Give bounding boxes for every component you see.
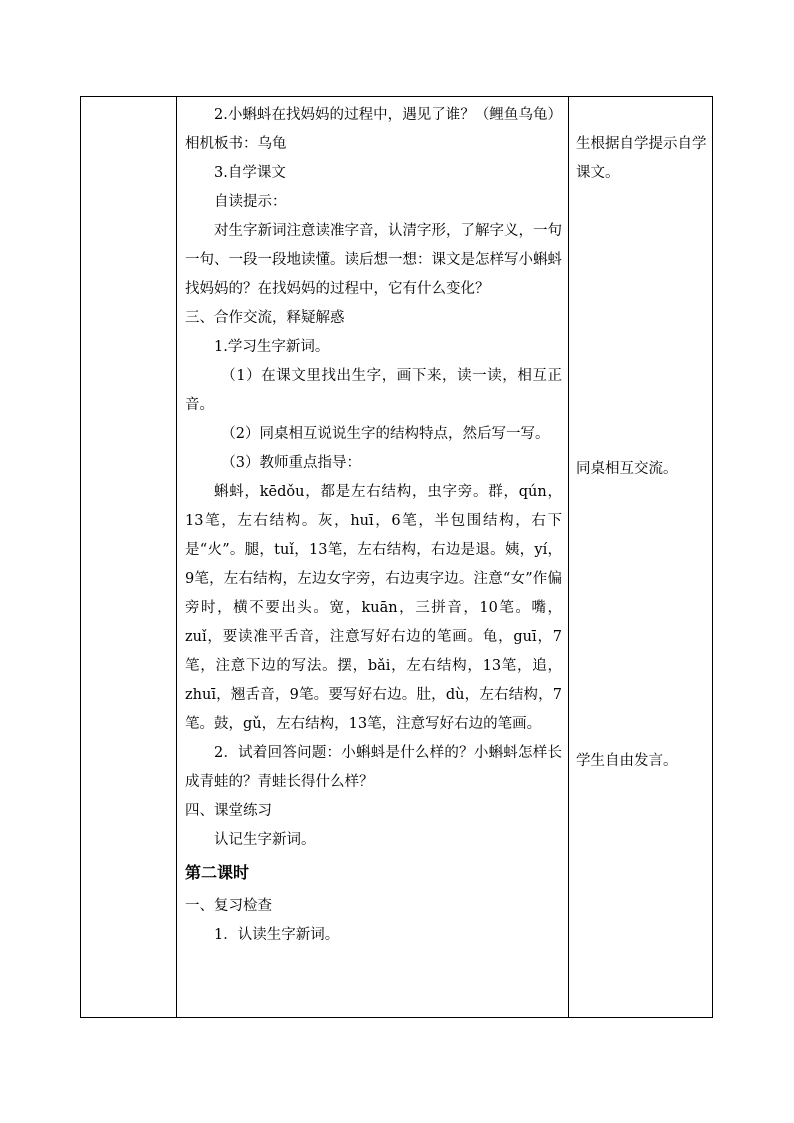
student-activity-column [569, 97, 712, 1017]
paragraph-character-guide: 蝌蚪，kēdǒu，都是左右结构，虫字旁。群，qún，13笔，左右结构。灰，huī，6笔，半包围结构，右下是“火”。腿，tuǐ，13笔，左右结构，右边是退。姨，yí，9笔，左右结构，左边女字旁，右边夷字边。注意“女”作偏旁时，横不要出头。宽，kuān，三拼音，10笔。嘴，zuǐ，要读准平舌音，注意写好右边的笔画。龟，guī，7笔，注意下边的写法。摆，bǎi，左右结构，13笔，追，zhuī，翘舌音，9笔。要写好右边。肚，dù，左右结构，7笔。鼓，gǔ，左右结构，13笔，注意写好右边的笔画。 [185, 484, 562, 732]
section-heading-review: 一、复习检查 [185, 898, 272, 914]
note-peer-exchange: 同桌相互交流。 [576, 461, 678, 477]
note-free-speech: 学生自由发言。 [576, 753, 678, 769]
teaching-content-column [177, 97, 569, 1017]
paragraph-step-2: （2）同桌相互说说生字的结构特点，然后写一写。 [221, 426, 550, 442]
section-heading-4: 四、课堂练习 [185, 803, 272, 819]
paragraph-question-2: 2.小蝌蚪在找妈妈的过程中，遇见了谁？（鲤鱼乌龟）相机板书：乌龟 [185, 107, 562, 152]
paragraph-reading-tips-title: 自读提示： [214, 194, 287, 210]
left-column [81, 97, 177, 1017]
note-self-study: 生根据自学提示自学课文。 [576, 136, 707, 181]
paragraph-learn-words: 1.学习生字新词。 [214, 339, 330, 355]
paragraph-self-study: 3.自学课文 [214, 165, 286, 181]
second-lesson-heading: 第二课时 [185, 863, 250, 882]
lesson-plan-table [80, 96, 713, 1018]
paragraph-review-1: 1．认读生字新词。 [214, 927, 340, 943]
section-heading-3: 三、合作交流，释疑解惑 [185, 310, 345, 326]
paragraph-step-1: （1）在课文里找出生字，画下来，读一读，相互正音。 [185, 368, 562, 413]
paragraph-reading-tips: 对生字新词注意读准字音，认清字形，了解字义，一句一句、一段一段地读懂。读后想一想：课文是怎样写小蝌蚪找妈妈的？在找妈妈的过程中，它有什么变化？ [185, 223, 562, 297]
paragraph-practice: 认记生字新词。 [214, 832, 316, 848]
paragraph-answer-questions: 2．试着回答问题：小蝌蚪是什么样的？小蝌蚪怎样长成青蛙的？青蛙长得什么样？ [185, 745, 562, 790]
paragraph-step-3: （3）教师重点指导： [221, 455, 361, 471]
